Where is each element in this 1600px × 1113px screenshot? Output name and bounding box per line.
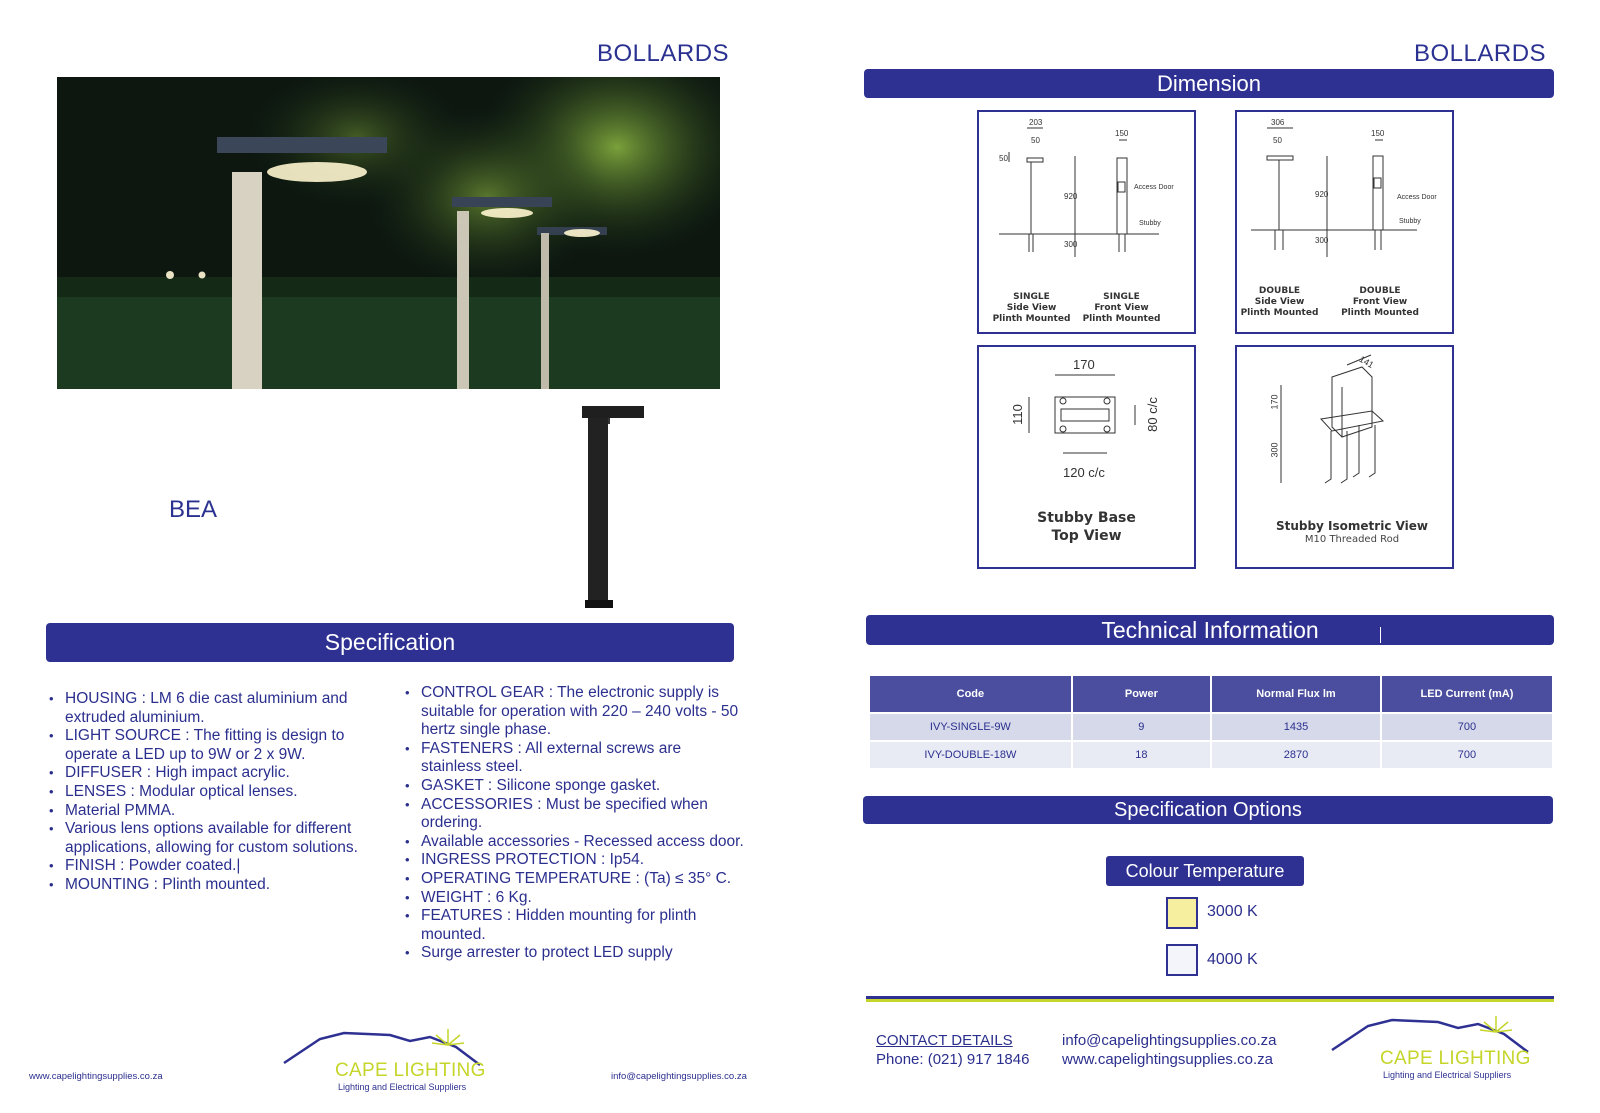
spec-item: • Various lens options available for different applications, allowing for custom solutions. bbox=[47, 820, 377, 857]
spec-item: • WEIGHT : 6 Kg. bbox=[403, 889, 745, 908]
technical-info-table bbox=[868, 674, 1554, 770]
table-cell: 9 bbox=[1073, 714, 1210, 740]
label-line: Front View bbox=[1094, 303, 1149, 313]
diagram3-dim-110: 110 bbox=[1009, 404, 1025, 425]
spec-item: • HOUSING : LM 6 die cast aluminium and extruded aluminium. bbox=[47, 690, 377, 727]
diagram1-label-front bbox=[1079, 292, 1164, 325]
diagram4-dim-300: 300 bbox=[1269, 442, 1280, 458]
table-body bbox=[870, 714, 1552, 768]
single-bollard-drawing bbox=[979, 112, 1194, 292]
table-header-row bbox=[870, 676, 1552, 712]
spec-item: • GASKET : Silicone sponge gasket. bbox=[403, 777, 745, 796]
contact-phone: Phone: (021) 917 1846 bbox=[876, 1051, 1030, 1068]
left-logo-name: CAPE LIGHTING bbox=[335, 1060, 486, 1081]
table-cell: 1435 bbox=[1212, 714, 1380, 740]
diagram-single-plinth bbox=[977, 110, 1196, 334]
swatch-3000k[interactable] bbox=[1166, 897, 1198, 929]
diagram3-dim-170: 170 bbox=[1073, 357, 1095, 372]
diagram2-dim-50: 50 bbox=[1273, 136, 1282, 145]
night-scene-graphic bbox=[57, 77, 720, 389]
diagram3-dim-80cc: 80 c/c bbox=[1144, 397, 1160, 432]
colour-temperature-label: Colour Temperature bbox=[1106, 856, 1304, 886]
diagram1-dim-300: 300 bbox=[1064, 240, 1078, 249]
bollard-night-photo bbox=[57, 77, 720, 389]
spec-item: • INGRESS PROTECTION : Ip54. bbox=[403, 851, 745, 870]
spec-item: • MOUNTING : Plinth mounted. bbox=[47, 876, 377, 895]
specification-list-col1 bbox=[47, 690, 377, 895]
diagram2-dim-150: 150 bbox=[1371, 129, 1385, 138]
right-logo-tagline: Lighting and Electrical Suppliers bbox=[1383, 1070, 1512, 1080]
diagram4-dim-141: 141 bbox=[1357, 353, 1376, 371]
specification-bar: Specification bbox=[46, 623, 734, 662]
label-line: DOUBLE bbox=[1258, 286, 1301, 296]
label-line: Plinth Mounted bbox=[992, 314, 1071, 324]
table-cell: 2870 bbox=[1212, 742, 1380, 768]
diagram1-dim-203: 203 bbox=[1029, 118, 1043, 127]
spec-item: • Surge arrester to protect LED supply bbox=[403, 944, 745, 963]
technical-info-bar bbox=[866, 615, 1554, 645]
label-line: SINGLE bbox=[1013, 292, 1050, 302]
diagram1-note-access: Access Door bbox=[1134, 184, 1174, 191]
left-logo bbox=[280, 1025, 490, 1095]
double-bollard-drawing bbox=[1237, 112, 1452, 292]
spec-item: • ACCESSORIES : Must be specified when ordering. bbox=[403, 796, 745, 833]
table-cell: IVY-DOUBLE-18W bbox=[870, 742, 1071, 768]
spec-item: • DIFFUSER : High impact acrylic. bbox=[47, 764, 377, 783]
diagram3-title-line1: Stubby Base bbox=[1037, 510, 1136, 526]
swatch-4000k[interactable] bbox=[1166, 944, 1198, 976]
diagram4-title: Stubby Isometric View bbox=[1275, 519, 1429, 533]
specification-list-col2 bbox=[403, 684, 745, 963]
stubby-isometric-drawing bbox=[1237, 347, 1452, 507]
table-cell: 18 bbox=[1073, 742, 1210, 768]
contact-email[interactable]: info@capelightingsupplies.co.za bbox=[1062, 1032, 1277, 1049]
spec-item: • FINISH : Powder coated.| bbox=[47, 857, 377, 876]
contact-heading: CONTACT DETAILS bbox=[876, 1032, 1013, 1049]
table-header-cell: LED Current (mA) bbox=[1382, 676, 1552, 712]
diagram3-title-line2: Top View bbox=[1051, 528, 1122, 544]
diagram2-dim-306: 306 bbox=[1271, 118, 1285, 127]
diagram-stubby-isometric bbox=[1235, 345, 1454, 569]
spec-item: • FEATURES : Hidden mounting for plinth mounted. bbox=[403, 907, 745, 944]
diagram4-subtitle: M10 Threaded Rod bbox=[1304, 534, 1400, 545]
label-line: Plinth Mounted bbox=[1082, 314, 1161, 324]
spec-item: • LIGHT SOURCE : The fitting is design to operate a LED up to 9W or 2 x 9W. bbox=[47, 727, 377, 764]
label-line: Plinth Mounted bbox=[1240, 308, 1319, 318]
left-page-title: BOLLARDS bbox=[597, 40, 730, 67]
table-header-cell: Normal Flux lm bbox=[1212, 676, 1380, 712]
footer-divider-accent bbox=[866, 999, 1554, 1002]
right-logo-name: CAPE LIGHTING bbox=[1380, 1048, 1531, 1069]
product-name: BEA bbox=[169, 496, 218, 523]
label-line: Front View bbox=[1352, 297, 1408, 307]
technical-info-title: Technical Information bbox=[1101, 617, 1319, 643]
table-cell: 700 bbox=[1382, 714, 1552, 740]
diagram1-label-side bbox=[989, 292, 1074, 325]
spec-item: • Material PMMA. bbox=[47, 802, 377, 821]
label-line: SINGLE bbox=[1103, 292, 1140, 302]
left-footer-email[interactable]: info@capelightingsupplies.co.za bbox=[611, 1071, 747, 1082]
spec-item: • FASTENERS : All external screws are stainless steel. bbox=[403, 740, 745, 777]
diagram1-dim-920: 920 bbox=[1064, 192, 1078, 201]
bollard-product-image bbox=[580, 404, 650, 610]
diagram1-note-stubby: Stubby bbox=[1139, 220, 1161, 227]
table-row bbox=[870, 742, 1552, 768]
right-logo bbox=[1328, 1012, 1538, 1084]
diagram2-note-stubby: Stubby bbox=[1399, 218, 1421, 225]
left-logo-tagline: Lighting and Electrical Suppliers bbox=[338, 1082, 467, 1092]
diagram1-dim-50b: 50 bbox=[999, 154, 1008, 163]
diagram1-dim-150: 150 bbox=[1115, 129, 1129, 138]
right-page-title: BOLLARDS bbox=[1414, 40, 1547, 67]
diagram4-dim-170: 170 bbox=[1269, 394, 1280, 410]
diagram2-label-side bbox=[1237, 286, 1322, 319]
label-line: Side View bbox=[1254, 297, 1305, 307]
left-footer-website[interactable]: www.capelightingsupplies.co.za bbox=[29, 1071, 163, 1082]
label-line: DOUBLE bbox=[1359, 286, 1401, 296]
diagram2-dim-920: 920 bbox=[1315, 190, 1329, 199]
specification-options-bar: Specification Options bbox=[863, 796, 1553, 824]
option-4000k-label: 4000 K bbox=[1207, 951, 1258, 968]
diagram3-dim-120cc: 120 c/c bbox=[1063, 465, 1105, 480]
diagram2-note-access: Access Door bbox=[1397, 194, 1437, 201]
bar-divider bbox=[1380, 627, 1381, 643]
diagram3-title bbox=[979, 509, 1194, 545]
diagram2-label-front bbox=[1335, 286, 1425, 319]
spec-item: • OPERATING TEMPERATURE : (Ta) ≤ 35° C. bbox=[403, 870, 745, 889]
label-line: Side View bbox=[1006, 303, 1057, 313]
spec-item: • Available accessories - Recessed access door. bbox=[403, 833, 745, 852]
label-line: Plinth Mounted bbox=[1341, 308, 1419, 318]
diagram-stubby-top-view bbox=[977, 345, 1196, 569]
diagram1-dim-50a: 50 bbox=[1031, 136, 1040, 145]
dimension-bar: Dimension bbox=[864, 69, 1554, 98]
diagram-double-plinth bbox=[1235, 110, 1454, 334]
spec-item: • CONTROL GEAR : The electronic supply is suitable for operation with 220 – 240 volts - 50 hertz single phase. bbox=[403, 684, 745, 740]
option-3000k-label: 3000 K bbox=[1207, 903, 1258, 920]
diagram2-dim-300: 300 bbox=[1315, 236, 1329, 245]
table-cell: IVY-SINGLE-9W bbox=[870, 714, 1071, 740]
table-header-cell: Power bbox=[1073, 676, 1210, 712]
table-row bbox=[870, 714, 1552, 740]
contact-website[interactable]: www.capelightingsupplies.co.za bbox=[1062, 1051, 1273, 1068]
table-header-cell: Code bbox=[870, 676, 1071, 712]
table-cell: 700 bbox=[1382, 742, 1552, 768]
spec-item: • LENSES : Modular optical lenses. bbox=[47, 783, 377, 802]
